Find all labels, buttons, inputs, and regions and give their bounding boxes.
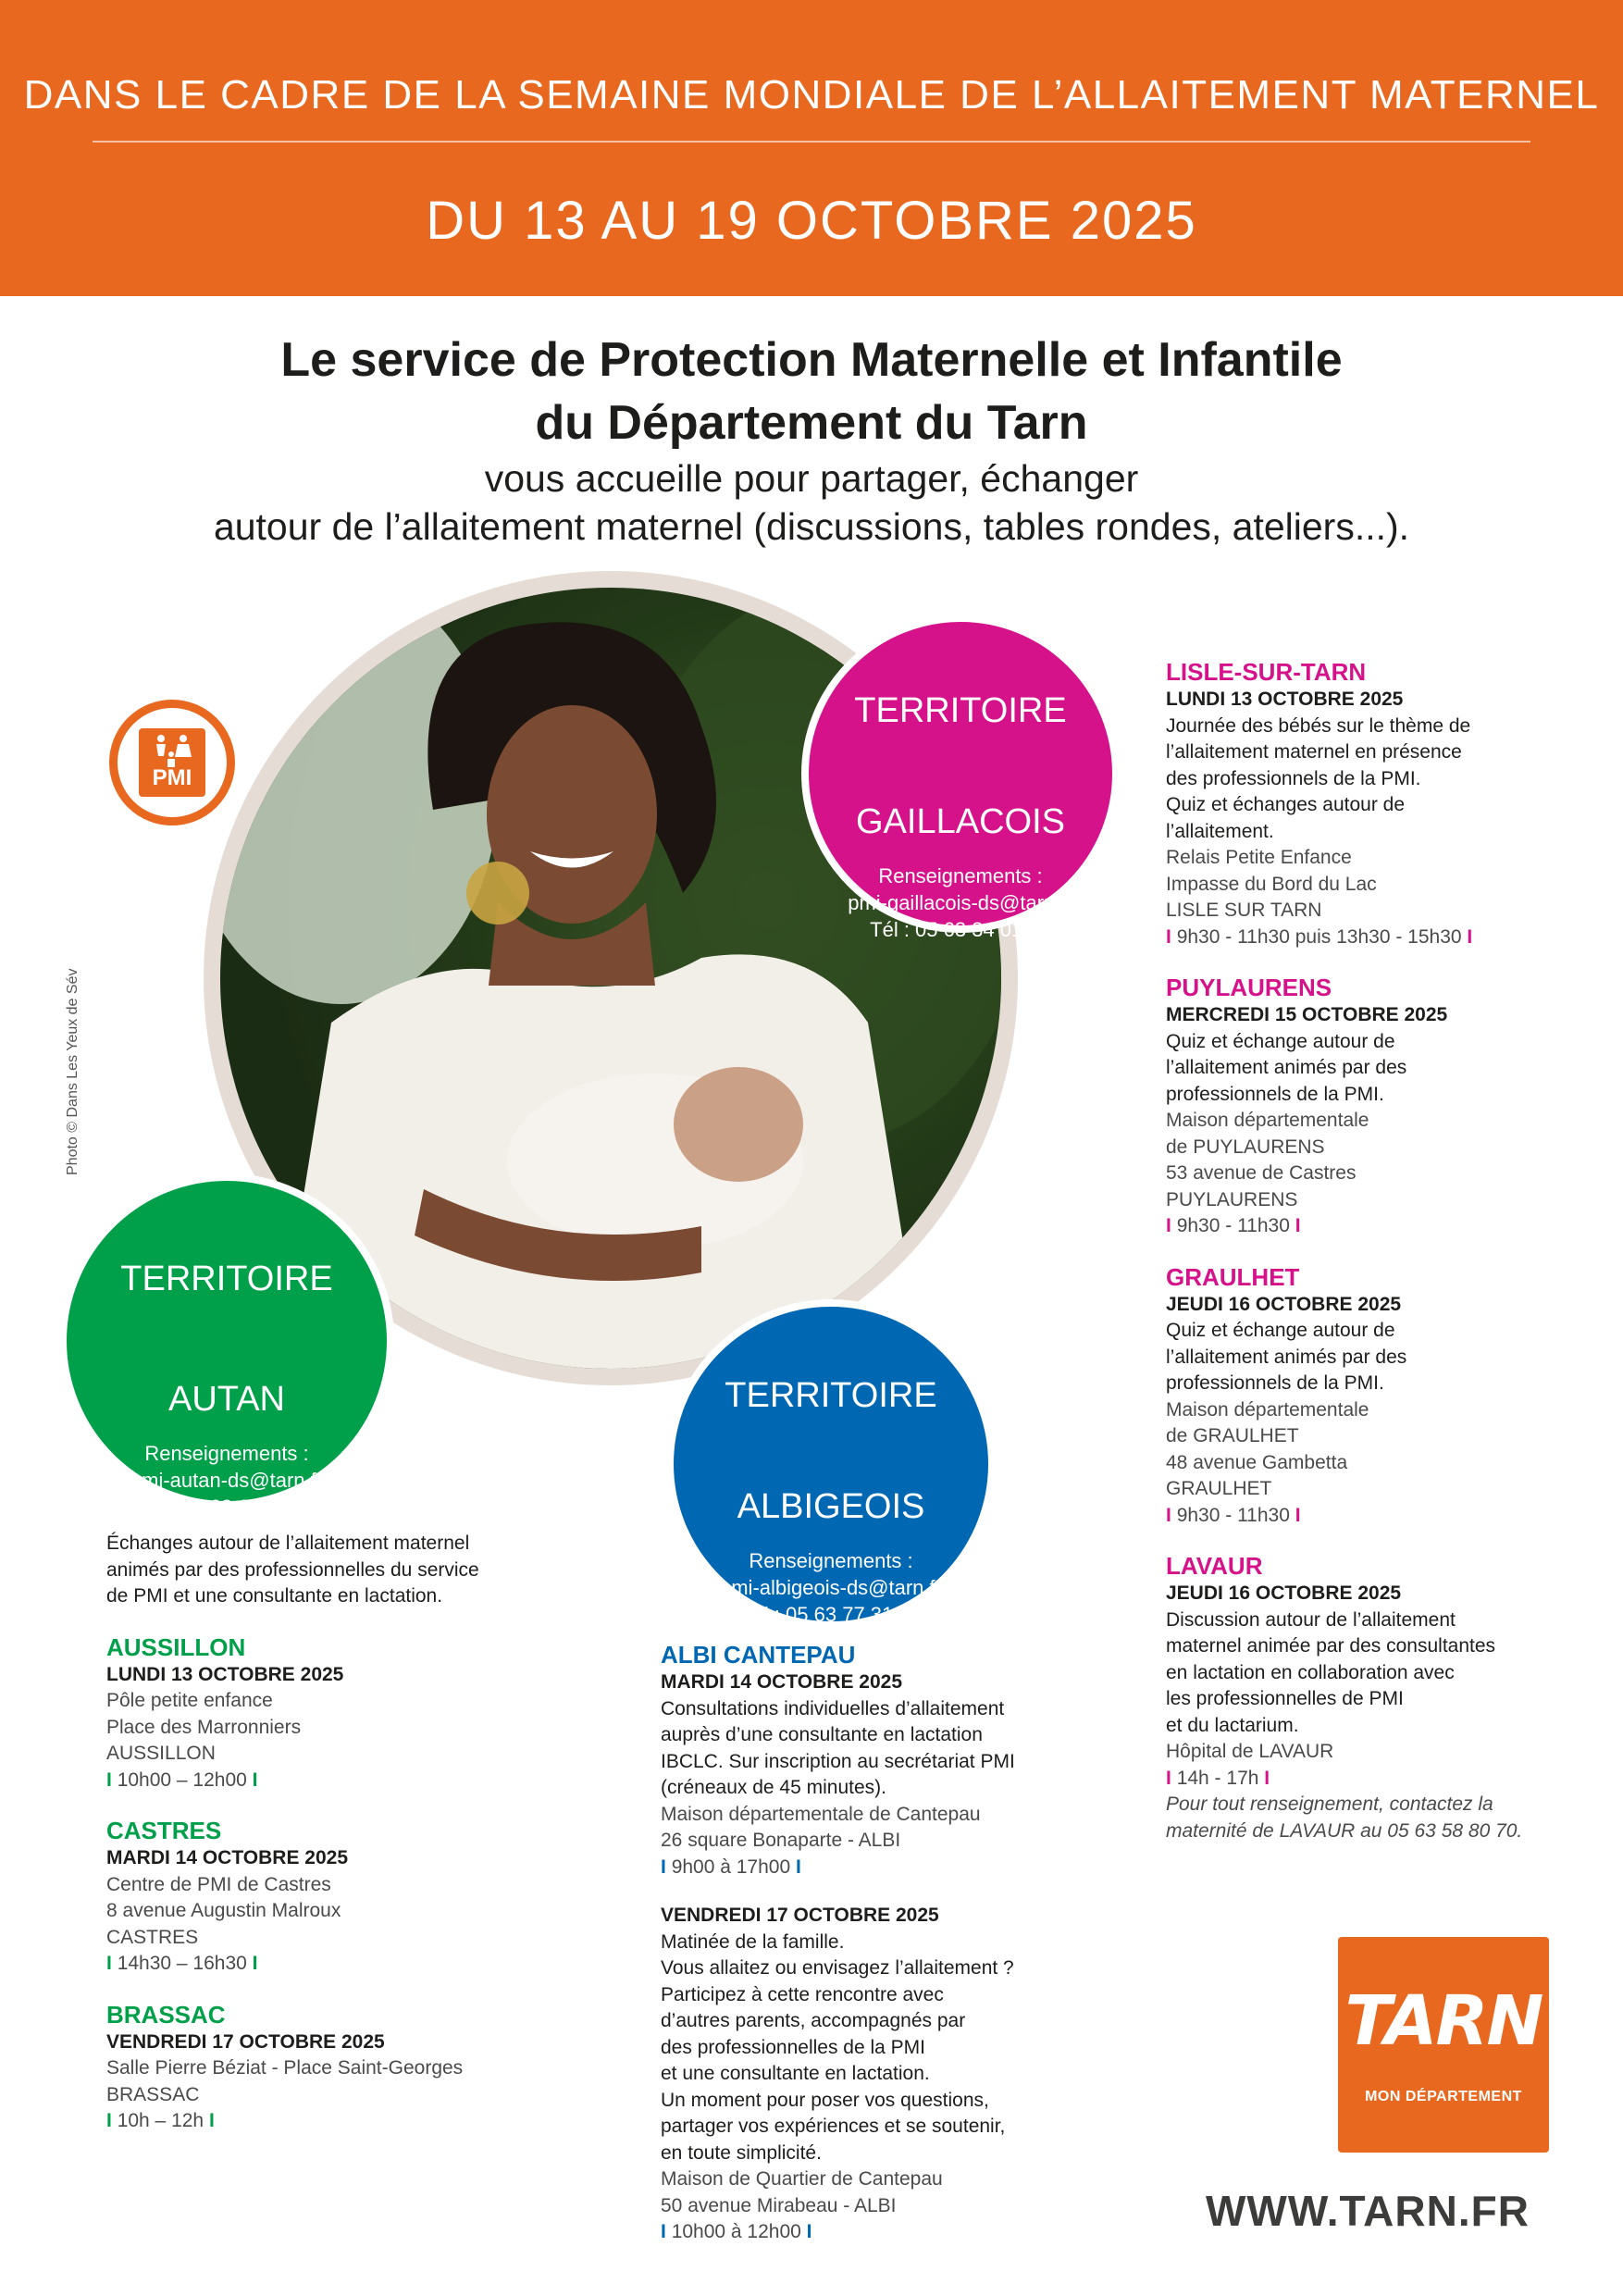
event-lavaur [1166, 1551, 1573, 1844]
territoire-gaillacois-line1: TERRITOIRE [854, 691, 1067, 730]
event-city: GRAULHET [1166, 1262, 1300, 1291]
event-description-line: auprès d’une consultante en lactation [661, 1724, 983, 1745]
territoire-gaillacois-line2: GAILLACOIS [856, 802, 1065, 841]
event-description-line: Vous allaitez ou envisagez l’allaitement ? [661, 1957, 1014, 1979]
gaillacois-events-column [1166, 657, 1573, 1844]
event-lisle-sur-tarn [1166, 657, 1573, 950]
event-description-line: l’allaitement. [1166, 820, 1274, 842]
event-city: BRASSAC [106, 2000, 226, 2029]
event-description-line: les professionnelles de PMI [1166, 1688, 1404, 1709]
gaillacois-email[interactable]: pmi-gaillacois-ds@tarn.fr [848, 891, 1073, 914]
gaillacois-info-label: Renseignements : [878, 864, 1043, 887]
event-description-line: l’allaitement maternel en présence [1166, 741, 1462, 763]
event-address-line: Impasse du Bord du Lac [1166, 873, 1377, 895]
event-hours: I 10h00 – 12h00 I [106, 1769, 258, 1791]
event-city: ALBI CANTEPAU [661, 1641, 856, 1669]
autan-intro-line: de PMI et une consultante en lactation. [106, 1585, 443, 1607]
event-description-line: Un moment pour poser vos questions, [661, 2089, 989, 2111]
event-description-line: Consultations individuelles d’allaitement [661, 1697, 1005, 1719]
event-date: JEUDI 16 OCTOBRE 2025 [1166, 1582, 1402, 1604]
event-city: LISLE-SUR-TARN [1166, 658, 1367, 686]
family-icon [150, 734, 194, 769]
event-description-line: l’allaitement animés par des [1166, 1057, 1407, 1078]
event-address-line: de GRAULHET [1166, 1425, 1299, 1446]
event-hours: I 9h30 - 11h30 puis 13h30 - 15h30 I [1166, 925, 1473, 948]
gaillacois-phone: Tél : 05 63 34 01 20 [870, 918, 1051, 941]
event-address-line: Place des Marronniers [106, 1716, 302, 1738]
event-hours: I 10h00 à 12h00 I [661, 2221, 812, 2242]
territoire-autan-line2: AUTAN [168, 1380, 285, 1419]
event-address-line: Hôpital de LAVAUR [1166, 1741, 1334, 1762]
event-address-line: 26 square Bonaparte - ALBI [661, 1830, 901, 1851]
event-address-line: LISLE SUR TARN [1166, 900, 1322, 921]
autan-intro-line: animés par des professionnelles du service [106, 1558, 479, 1581]
albigeois-email[interactable]: pmi-albigeois-ds@tarn.fr [720, 1576, 942, 1599]
event-address-line: 53 avenue de Castres [1166, 1162, 1357, 1184]
albigeois-phone: Tél : 05 63 77 31 15 [740, 1603, 922, 1626]
event-description-line: professionnels de la PMI. [1166, 1083, 1384, 1105]
event-date: MARDI 14 OCTOBRE 2025 [106, 1847, 349, 1868]
autan-email[interactable]: pmi-autan-ds@tarn.fr [130, 1469, 324, 1492]
event-address-line: 8 avenue Augustin Malroux [106, 1900, 341, 1921]
event-date: VENDREDI 17 OCTOBRE 2025 [106, 2030, 385, 2053]
event-address-line: Maison départementale [1166, 1398, 1369, 1421]
event-address-line: GRAULHET [1166, 1478, 1272, 1499]
event-description-line: et du lactarium. [1166, 1714, 1299, 1736]
territoire-autan-line1: TERRITOIRE [120, 1260, 333, 1298]
event-city: AUSSILLON [106, 1632, 246, 1661]
event-address-line: Maison départementale [1166, 1110, 1369, 1131]
event-description-line: en toute simplicité. [661, 2141, 822, 2164]
event-description-line: Participez à cette rencontre avec [661, 1983, 944, 2005]
event-date: MERCREDI 15 OCTOBRE 2025 [1166, 1004, 1448, 1025]
autan-events-column [106, 1531, 541, 2135]
tarn-logo-subtitle: MON DÉPARTEMENT [1365, 2089, 1522, 2104]
event-description-line: Quiz et échange autour de [1166, 1030, 1395, 1052]
event-albi-family-morning [661, 1903, 1096, 2246]
territoire-albigeois-line2: ALBIGEOIS [737, 1487, 925, 1526]
event-hours: I 14h30 – 16h30 I [106, 1953, 258, 1974]
event-address-line: CASTRES [106, 1926, 199, 1948]
event-puylaurens [1166, 973, 1573, 1240]
event-castres [106, 1816, 541, 1978]
pmi-logo [109, 700, 235, 825]
event-city: LAVAUR [1166, 1552, 1263, 1580]
event-address-line: Maison départementale de Cantepau [661, 1803, 981, 1825]
intro-title-line2: du Département du Tarn [535, 396, 1088, 450]
intro-subtitle-line1: vous accueille pour partager, échanger [484, 457, 1139, 500]
event-description-line: maternel animée par des consultantes [1166, 1635, 1496, 1657]
event-address-line: Maison de Quartier de Cantepau [661, 2168, 943, 2190]
event-city: CASTRES [106, 1817, 222, 1844]
event-address-line: 48 avenue Gambetta [1166, 1451, 1348, 1473]
event-description-line: des professionnels de la PMI. [1166, 767, 1421, 789]
event-brassac [106, 2000, 541, 2135]
event-address-line: de PUYLAURENS [1166, 1136, 1325, 1158]
event-address-line: Salle Pierre Béziat - Place Saint-Georges [106, 2057, 464, 2079]
albigeois-info-label: Renseignements : [749, 1549, 913, 1572]
banner-subtitle: DANS LE CADRE DE LA SEMAINE MONDIALE DE L’ALLAITEMENT MATERNEL [23, 72, 1600, 118]
event-address-line: BRASSAC [106, 2083, 200, 2105]
event-address-line: PUYLAURENS [1166, 1188, 1298, 1210]
intro-block [0, 329, 1623, 551]
event-description-line: l’allaitement animés par des [1166, 1346, 1407, 1368]
intro-subtitle-line2: autour de l’allaitement maternel (discussions, tables rondes, ateliers...). [213, 505, 1410, 548]
event-date: VENDREDI 17 OCTOBRE 2025 [661, 1905, 939, 1926]
autan-phone: Tél : 05 63 62 62 42 [136, 1496, 317, 1519]
event-description-line: et une consultante en lactation. [661, 2063, 930, 2084]
header-banner [0, 0, 1623, 296]
event-note-line: Pour tout renseignement, contactez la [1166, 1793, 1493, 1815]
event-description-line: en lactation en collaboration avec [1166, 1661, 1455, 1683]
tarn-logo-word: TARN [1344, 1981, 1542, 2061]
autan-intro-line: Échanges autour de l’allaitement maternel [106, 1533, 470, 1554]
territoire-albigeois-line1: TERRITOIRE [725, 1376, 937, 1415]
event-description-line: Matinée de la famille. [661, 1930, 845, 1953]
event-description-line: Quiz et échanges autour de [1166, 794, 1406, 815]
albigeois-events-column [661, 1640, 1096, 2246]
event-graulhet [1166, 1262, 1573, 1530]
event-city: PUYLAURENS [1166, 974, 1332, 1001]
territoire-albigeois-circle [666, 1299, 996, 1629]
event-description-line: Journée des bébés sur le thème de [1166, 714, 1471, 737]
banner-dates: DU 13 AU 19 OCTOBRE 2025 [426, 191, 1197, 251]
event-hours: I 10h – 12h I [106, 2110, 215, 2131]
event-description-line: d’autres parents, accompagnés par [661, 2010, 966, 2031]
event-address-line: Centre de PMI de Castres [106, 1873, 331, 1895]
intro-title-line1: Le service de Protection Maternelle et Infantile [280, 333, 1343, 387]
event-address-line: Relais Petite Enfance [1166, 847, 1352, 868]
event-address-line: AUSSILLON [106, 1743, 216, 1764]
event-description-line: (créneaux de 45 minutes). [661, 1777, 886, 1798]
autan-info-label: Renseignements : [144, 1442, 309, 1465]
event-description-line: professionnels de la PMI. [1166, 1372, 1384, 1394]
event-date: JEUDI 16 OCTOBRE 2025 [1166, 1293, 1402, 1315]
event-hours: I 9h00 à 17h00 I [661, 1855, 801, 1878]
event-description-line: IBCLC. Sur inscription au secrétariat PMI [661, 1750, 1015, 1772]
event-description-line: Quiz et échange autour de [1166, 1320, 1395, 1341]
event-date: LUNDI 13 OCTOBRE 2025 [106, 1663, 344, 1685]
event-hours: I 9h30 - 11h30 I [1166, 1504, 1301, 1526]
pmi-logo-text: PMI [152, 765, 192, 790]
banner-divider [93, 141, 1530, 143]
event-note-line: maternité de LAVAUR au 05 63 58 80 70. [1166, 1819, 1523, 1842]
website-link[interactable]: WWW.TARN.FR [1206, 2187, 1530, 2235]
event-description-line: Discussion autour de l’allaitement [1166, 1608, 1456, 1631]
event-date: MARDI 14 OCTOBRE 2025 [661, 1671, 903, 1693]
territoire-autan-circle [59, 1173, 394, 1519]
territoire-gaillacois-circle [801, 614, 1120, 941]
event-description-line: partager vos expériences et se soutenir, [661, 2116, 1006, 2137]
event-date: LUNDI 13 OCTOBRE 2025 [1166, 689, 1404, 710]
event-hours: I 14h - 17h I [1166, 1767, 1270, 1789]
event-address-line: Pôle petite enfance [106, 1690, 273, 1711]
tarn-logo [1338, 1937, 1549, 2153]
pmi-logo-badge [139, 728, 205, 797]
event-address-line: 50 avenue Mirabeau - ALBI [661, 2194, 897, 2216]
photo-credit: Photo © Dans Les Yeux de Sév [65, 968, 81, 1175]
event-description-line: des professionnelles de la PMI [661, 2036, 925, 2058]
event-hours: I 9h30 - 11h30 I [1166, 1215, 1301, 1236]
event-aussillon [106, 1632, 541, 1794]
